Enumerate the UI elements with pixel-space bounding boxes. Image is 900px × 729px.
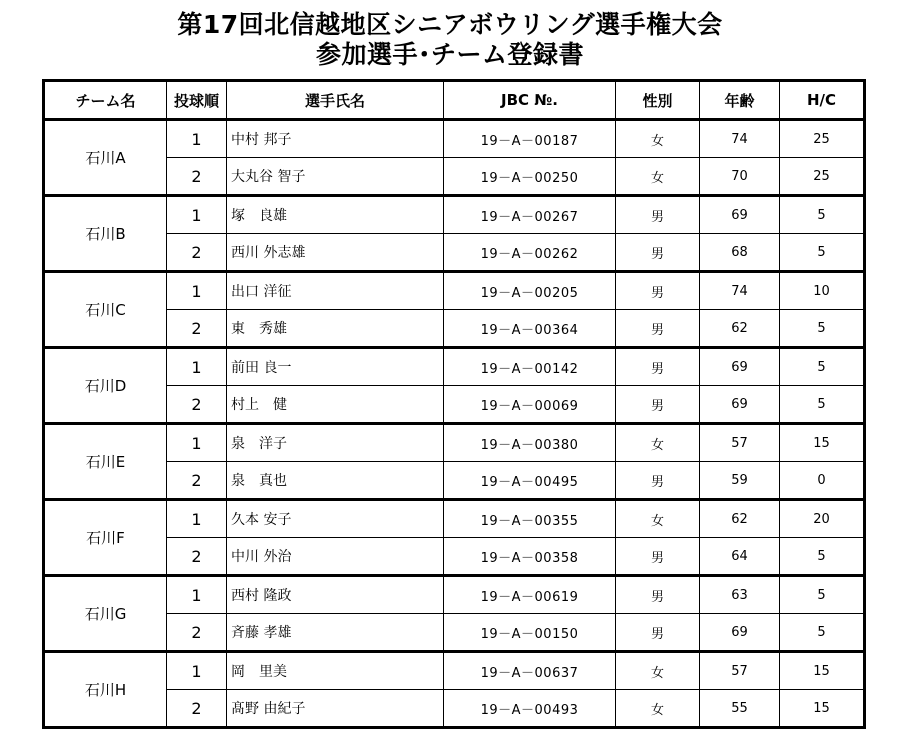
player-age: 69 — [700, 614, 780, 652]
player-gender: 男 — [616, 310, 700, 348]
header-hc: H/C — [780, 81, 865, 120]
team-name: 石川B — [44, 196, 167, 272]
player-name: 中村 邦子 — [227, 120, 444, 158]
player-gender: 女 — [616, 158, 700, 196]
player-name: 岡 里美 — [227, 652, 444, 690]
player-gender: 男 — [616, 576, 700, 614]
registration-table — [42, 79, 866, 729]
team-name: 石川C — [44, 272, 167, 348]
table-row — [44, 652, 865, 690]
player-jbc: 19－A－00150 — [444, 614, 616, 652]
player-hc: 5 — [780, 538, 865, 576]
team-name: 石川A — [44, 120, 167, 196]
header-jbc: JBC №. — [444, 81, 616, 120]
player-gender: 男 — [616, 386, 700, 424]
table-row — [44, 158, 865, 196]
player-jbc: 19－A－00493 — [444, 690, 616, 728]
player-order: 1 — [167, 424, 227, 462]
table-row — [44, 234, 865, 272]
player-order: 1 — [167, 196, 227, 234]
table-row — [44, 120, 865, 158]
table-row — [44, 424, 865, 462]
player-order: 1 — [167, 576, 227, 614]
player-order: 1 — [167, 500, 227, 538]
player-age: 74 — [700, 272, 780, 310]
player-jbc: 19－A－00267 — [444, 196, 616, 234]
player-jbc: 19－A－00364 — [444, 310, 616, 348]
table-row — [44, 310, 865, 348]
player-order: 2 — [167, 234, 227, 272]
player-hc: 15 — [780, 652, 865, 690]
player-age: 62 — [700, 500, 780, 538]
player-order: 2 — [167, 462, 227, 500]
player-hc: 15 — [780, 424, 865, 462]
player-name: 塚 良雄 — [227, 196, 444, 234]
table-row — [44, 538, 865, 576]
player-age: 69 — [700, 348, 780, 386]
player-age: 55 — [700, 690, 780, 728]
header-age: 年齢 — [700, 81, 780, 120]
document-title: 第17回北信越地区シニアボウリング選手権大会 — [177, 10, 723, 39]
player-age: 59 — [700, 462, 780, 500]
player-age: 62 — [700, 310, 780, 348]
player-hc: 5 — [780, 614, 865, 652]
player-jbc: 19－A－00637 — [444, 652, 616, 690]
player-jbc: 19－A－00619 — [444, 576, 616, 614]
player-name: 村上 健 — [227, 386, 444, 424]
table-row — [44, 348, 865, 386]
player-gender: 女 — [616, 652, 700, 690]
player-order: 1 — [167, 652, 227, 690]
player-name: 前田 良一 — [227, 348, 444, 386]
player-order: 2 — [167, 690, 227, 728]
team-name: 石川H — [44, 652, 167, 728]
player-name: 東 秀雄 — [227, 310, 444, 348]
player-order: 2 — [167, 310, 227, 348]
player-jbc: 19－A－00069 — [444, 386, 616, 424]
player-gender: 男 — [616, 538, 700, 576]
player-gender: 男 — [616, 348, 700, 386]
table-row — [44, 690, 865, 728]
player-gender: 男 — [616, 196, 700, 234]
document-subtitle: 参加選手･チーム登録書 — [315, 40, 584, 69]
player-hc: 5 — [780, 576, 865, 614]
player-gender: 女 — [616, 424, 700, 462]
player-jbc: 19－A－00355 — [444, 500, 616, 538]
player-name: 髙野 由紀子 — [227, 690, 444, 728]
player-age: 68 — [700, 234, 780, 272]
player-age: 63 — [700, 576, 780, 614]
player-hc: 5 — [780, 310, 865, 348]
player-order: 2 — [167, 614, 227, 652]
player-gender: 男 — [616, 462, 700, 500]
player-hc: 5 — [780, 234, 865, 272]
player-age: 74 — [700, 120, 780, 158]
player-order: 1 — [167, 120, 227, 158]
player-order: 2 — [167, 538, 227, 576]
header-name: 選手氏名 — [227, 81, 444, 120]
player-name: 久本 安子 — [227, 500, 444, 538]
player-hc: 10 — [780, 272, 865, 310]
header-gender: 性別 — [616, 81, 700, 120]
player-gender: 男 — [616, 272, 700, 310]
player-gender: 女 — [616, 690, 700, 728]
player-hc: 15 — [780, 690, 865, 728]
header-order: 投球順 — [167, 81, 227, 120]
player-hc: 0 — [780, 462, 865, 500]
player-jbc: 19－A－00205 — [444, 272, 616, 310]
player-name: 斉藤 孝雄 — [227, 614, 444, 652]
player-gender: 男 — [616, 614, 700, 652]
header-team: チーム名 — [44, 81, 167, 120]
player-name: 西村 隆政 — [227, 576, 444, 614]
player-gender: 女 — [616, 500, 700, 538]
player-age: 64 — [700, 538, 780, 576]
player-jbc: 19－A－00495 — [444, 462, 616, 500]
player-name: 出口 洋征 — [227, 272, 444, 310]
player-hc: 25 — [780, 120, 865, 158]
table-row — [44, 462, 865, 500]
player-order: 1 — [167, 272, 227, 310]
player-hc: 5 — [780, 196, 865, 234]
table-row — [44, 386, 865, 424]
player-jbc: 19－A－00262 — [444, 234, 616, 272]
table-row — [44, 614, 865, 652]
player-gender: 男 — [616, 234, 700, 272]
player-age: 70 — [700, 158, 780, 196]
header-row — [44, 81, 865, 120]
table-row — [44, 576, 865, 614]
player-order: 1 — [167, 348, 227, 386]
player-name: 中川 外治 — [227, 538, 444, 576]
player-name: 西川 外志雄 — [227, 234, 444, 272]
table-row — [44, 500, 865, 538]
player-jbc: 19－A－00142 — [444, 348, 616, 386]
team-name: 石川E — [44, 424, 167, 500]
player-hc: 20 — [780, 500, 865, 538]
player-hc: 5 — [780, 386, 865, 424]
table-row — [44, 196, 865, 234]
player-age: 69 — [700, 386, 780, 424]
player-name: 泉 真也 — [227, 462, 444, 500]
player-jbc: 19－A－00187 — [444, 120, 616, 158]
player-order: 2 — [167, 158, 227, 196]
team-name: 石川G — [44, 576, 167, 652]
player-name: 大丸谷 智子 — [227, 158, 444, 196]
team-name: 石川F — [44, 500, 167, 576]
player-gender: 女 — [616, 120, 700, 158]
player-jbc: 19－A－00380 — [444, 424, 616, 462]
player-jbc: 19－A－00358 — [444, 538, 616, 576]
team-name: 石川D — [44, 348, 167, 424]
player-jbc: 19－A－00250 — [444, 158, 616, 196]
table-row — [44, 272, 865, 310]
player-age: 57 — [700, 652, 780, 690]
player-age: 57 — [700, 424, 780, 462]
player-name: 泉 洋子 — [227, 424, 444, 462]
player-order: 2 — [167, 386, 227, 424]
player-age: 69 — [700, 196, 780, 234]
player-hc: 5 — [780, 348, 865, 386]
player-hc: 25 — [780, 158, 865, 196]
